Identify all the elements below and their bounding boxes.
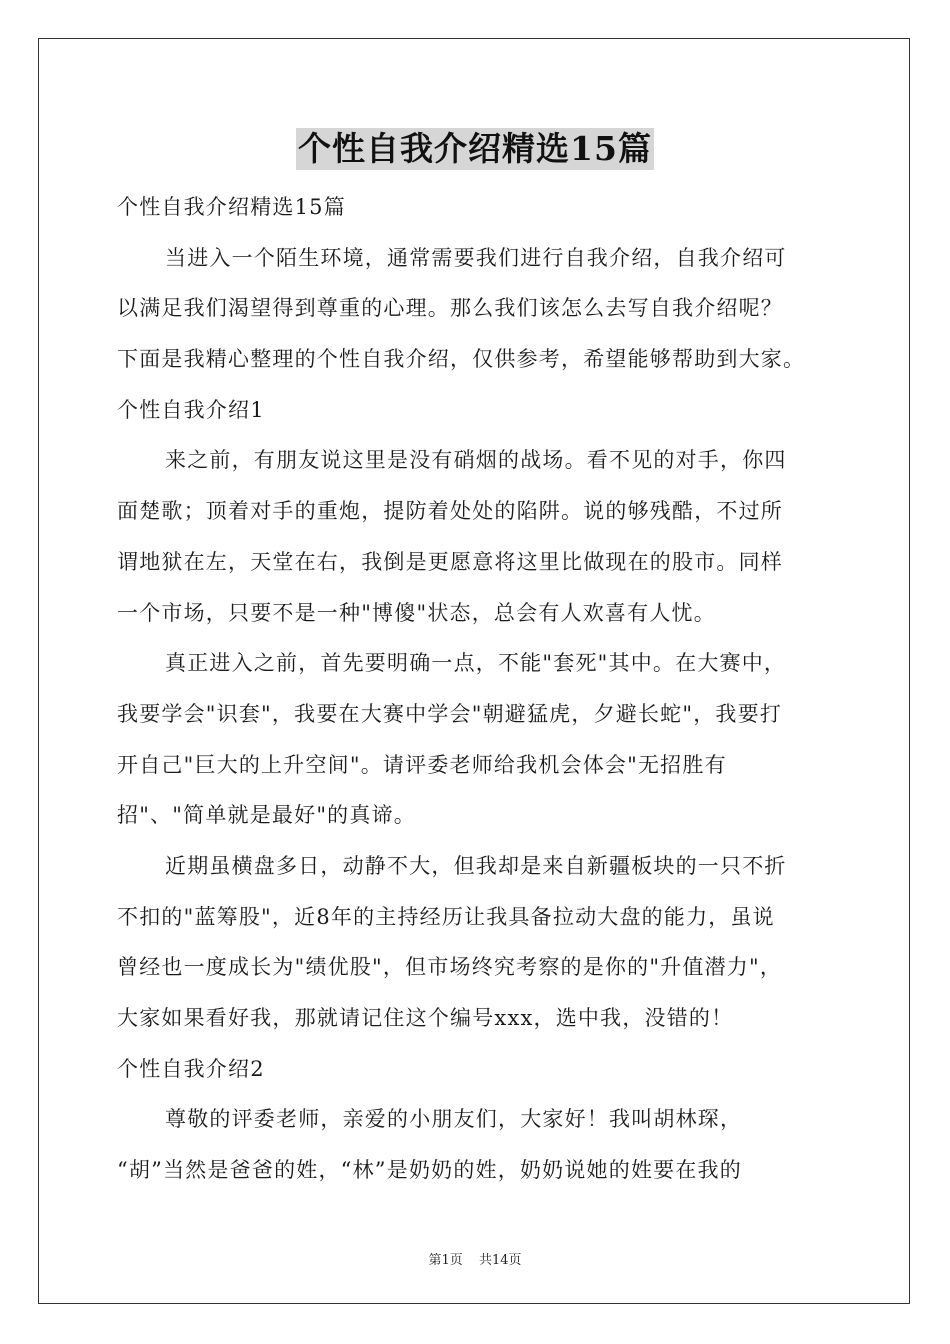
- text-line: 真正进入之前，首先要明确一点，不能"套死"其中。在大赛中，: [165, 651, 787, 676]
- title-area: [0, 128, 950, 170]
- text-line: 一个市场，只要不是一种"博傻"状态，总会有人欢喜有人忧。: [117, 600, 716, 625]
- page-footer: [0, 1249, 950, 1268]
- document-body: [117, 182, 837, 1196]
- text-line: 以满足我们渴望得到尊重的心理。那么我们该怎么去写自我介绍呢？: [117, 296, 783, 321]
- text-line: 个性自我介绍精选15篇: [117, 195, 346, 219]
- text-line: 我要学会"识套"，我要在大赛中学会"朝避猛虎，夕避长蛇"，我要打: [117, 701, 783, 726]
- text-line: 曾经也一度成长为"绩优股"，但市场终究考察的是你的"升值潜力"，: [117, 955, 783, 980]
- document-title: 个性自我介绍精选15篇: [298, 129, 652, 168]
- page-number: 第1页: [428, 1253, 463, 1268]
- text-line: 个性自我介绍2: [117, 1056, 265, 1081]
- text-line: “胡”当然是爸爸的姓，“林”是奶奶的姓，奶奶说她的姓要在我的: [117, 1158, 742, 1183]
- page-total: 共14页: [478, 1253, 522, 1268]
- text-line: 当进入一个陌生环境，通常需要我们进行自我介绍，自我介绍可: [165, 245, 787, 270]
- text-line: 面楚歌；顶着对手的重炮，提防着处处的陷阱。说的够残酷，不过所: [117, 499, 783, 524]
- text-line: 来之前，有朋友说这里是没有硝烟的战场。看不见的对手，你四: [165, 448, 787, 473]
- text-line: 个性自我介绍1: [117, 397, 265, 422]
- text-line: 大家如果看好我，那就请记住这个编号xxx，选中我，没错的！: [117, 1006, 734, 1030]
- text-line: 下面是我精心整理的个性自我介绍，仅供参考，希望能够帮助到大家。: [117, 347, 806, 372]
- text-line: 开自己"巨大的上升空间"。请评委老师给我机会体会"无招胜有: [117, 752, 727, 777]
- text-line: 近期虽横盘多日，动静不大，但我却是来自新疆板块的一只不折: [165, 853, 787, 878]
- text-line: 不扣的"蓝筹股"，近8年的主持经历让我具备拉动大盘的能力，虽说: [117, 904, 775, 929]
- text-line: 谓地狱在左，天堂在右，我倒是更愿意将这里比做现在的股市。同样: [117, 549, 783, 574]
- text-line: 尊敬的评委老师，亲爱的小朋友们，大家好！我叫胡林琛，: [165, 1107, 743, 1132]
- text-line: 招"、"简单就是最好"的真谛。: [117, 803, 416, 828]
